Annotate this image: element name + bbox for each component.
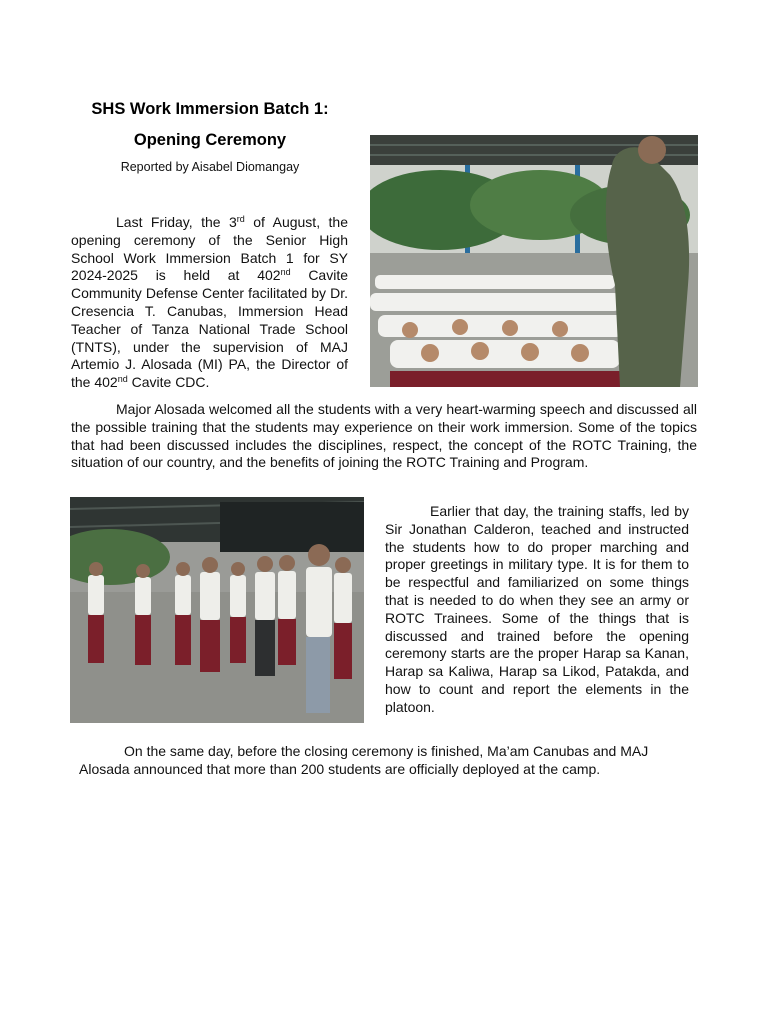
- article-title-line-2: Opening Ceremony: [133, 131, 287, 149]
- ordinal-suffix: rd: [236, 214, 245, 224]
- paragraph-3: [385, 503, 689, 717]
- photo-opening-ceremony-speech: [370, 135, 698, 387]
- photo-marching-formation: [70, 497, 364, 723]
- ordinal-suffix: nd: [117, 374, 128, 385]
- ordinal-suffix: nd: [280, 267, 291, 278]
- article-byline: Reported by Aisabel Diomangay: [120, 160, 300, 174]
- paragraph-1-part-c: Cavite Community Defense Center facilitated by Dr. Cresencia T. Canubas, Immersion Head Teacher of Tanza National Trade School (TNTS), under the supervision of MAJ Artemio J. Alosada (MI) PA, the Director of the 402: [71, 267, 349, 391]
- paragraph-3-text: Earlier that day, the training staffs, led by Sir Jonathan Calderon, teached and instructed the students how to do proper marching and proper greetings in military type. It is for them to be respectful and familiarized on some things that is needed to do when they see an army or ROTC Trainees. Some of the things that is discussed and trained before the opening ceremony starts are the proper Harap sa Kanan, Harap sa Kaliwa, Harap sa Likod, Patakda, and how to count and report the elements in the platoon.: [385, 503, 689, 715]
- paragraph-1: [71, 214, 348, 392]
- paragraph-1-part-b: of August, the opening ceremony of the Senior High School Work Immersion Batch 1 for SY 2024-2025 is held at 402: [71, 214, 348, 284]
- paragraph-1-part-a: Last Friday, the 3: [116, 214, 237, 230]
- article-title-line-1: SHS Work Immersion Batch 1:: [91, 100, 329, 118]
- paragraph-4: [79, 743, 699, 779]
- paragraph-2: [71, 401, 697, 472]
- paragraph-2-text: Major Alosada welcomed all the students with a very heart-warming speech and discussed all the possible training that the students may experience on their work immersion. Some of the topics that had been discussed includes the disciplines, respect, the concept of the ROTC Training, the situation of our country, and the benefits of joining the ROTC Training and Program.: [71, 401, 697, 471]
- paragraph-4-text: On the same day, before the closing ceremony is finished, Ma’am Canubas and MAJ Alosada announced that more than 200 students are officially deployed at the camp.: [79, 743, 649, 777]
- paragraph-1-part-d: Cavite CDC.: [127, 374, 210, 391]
